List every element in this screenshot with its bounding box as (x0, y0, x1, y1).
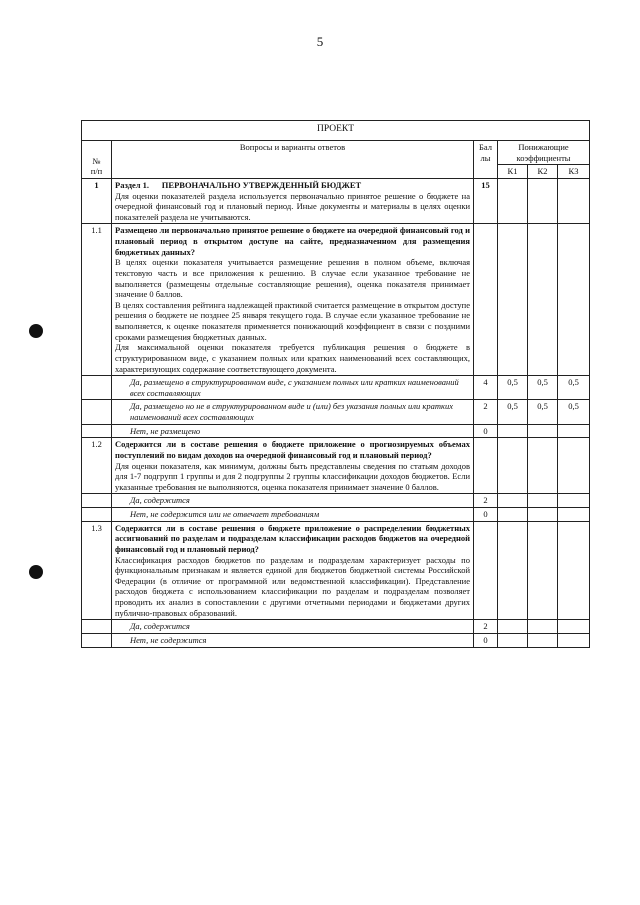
answer-text: Да, размещено в структурированном виде, с указанием полных или кратких наименований всех составляющих (112, 376, 474, 400)
question-title: Содержится ли в составе решения о бюджете приложение о распределении бюджетных ассигнований по разделам и подразделам классификации расходов бюджетов на очередной финансовый год и плановый период? (115, 522, 470, 554)
page-number: 5 (316, 34, 324, 49)
rating-table (81, 120, 590, 648)
answer-k1: 0,5 (498, 376, 528, 400)
answer-points: 0 (474, 508, 498, 522)
answer-text: Нет, не размещено (112, 424, 474, 438)
answer-k3: 0,5 (558, 376, 590, 400)
answer-text: Нет, не содержится (112, 633, 474, 647)
header-k1: К1 (498, 165, 528, 179)
question-text: В целях оценки показателя учитывается размещение решения в полном объеме, включая текстовую часть и все приложения к решению. В случае если указанное требование не выполняется (размещены отдельные составляющие решения), оценка показателя принимает значение 0 баллов. (115, 257, 470, 300)
question-title: Содержится ли в составе решения о бюджете приложение о прогнозируемых объемах поступлений по видам доходов на очередной финансовый год и плановый период? (115, 439, 470, 460)
answer-k1: 0,5 (498, 400, 528, 424)
section-cell (112, 178, 474, 224)
answer-text: Нет, не содержится или не отвечает требованиям (112, 508, 474, 522)
table-row (82, 438, 590, 494)
answer-row (82, 424, 590, 438)
answer-points: 4 (474, 376, 498, 400)
table-banner: ПРОЕКТ (82, 121, 590, 141)
row-num: 1.2 (82, 438, 112, 494)
answer-points: 2 (474, 620, 498, 634)
answer-row (82, 508, 590, 522)
question-cell (112, 438, 474, 494)
answer-row (82, 633, 590, 647)
question-title: Размещено ли первоначально принятое решение о бюджете на очередной финансовый год и плановый период в открытом доступе на сайте, предназначенном для размещения бюджетных данных? (115, 225, 470, 257)
answer-row (82, 620, 590, 634)
row-points: 15 (474, 178, 498, 224)
answer-k3: 0,5 (558, 400, 590, 424)
header-k2: К2 (528, 165, 558, 179)
answer-text: Да, содержится (112, 494, 474, 508)
answer-points: 2 (474, 400, 498, 424)
punch-hole (29, 324, 43, 338)
header-coef-group: Понижающие коэффициенты (498, 141, 590, 165)
table-row (82, 178, 590, 224)
section-text: Для оценки показателей раздела используется первоначально принятое решение о бюджете на очередной финансовый год и плановый период. Иные документы и материалы в целях оценки показателей раздела не учитываются. (115, 190, 470, 222)
answer-row (82, 376, 590, 400)
question-cell (112, 224, 474, 376)
answer-row (82, 400, 590, 424)
header-num: № п/п (82, 141, 112, 179)
question-text: Для максимальной оценки показателя требуется публикация решения о бюджете в структурированном виде, с указанием полных или кратких наименований всех составляющих, характеризующих содержание соответствующего документа. (115, 342, 470, 374)
answer-text: Да, размещено но не в структурированном виде и (или) без указания полных или кратких наименований всех составляющих (112, 400, 474, 424)
answer-k2: 0,5 (528, 376, 558, 400)
answer-k2: 0,5 (528, 400, 558, 424)
row-num: 1 (82, 178, 112, 224)
table-row (82, 224, 590, 376)
punch-hole (29, 565, 43, 579)
question-cell (112, 521, 474, 620)
row-num: 1.3 (82, 521, 112, 620)
row-num: 1.1 (82, 224, 112, 376)
table-row (82, 521, 590, 620)
question-text: В целях составления рейтинга надлежащей практикой считается размещение в открытом доступе решения о бюджете не позднее 25 января текущего года. В случае если указанное требование не выполняется, к оценке показателя применяется понижающий коэффициент в связи с поздними сроками размещения бюджетных данных. (115, 299, 470, 342)
answer-points: 2 (474, 494, 498, 508)
answer-points: 0 (474, 633, 498, 647)
answer-row (82, 494, 590, 508)
header-questions: Вопросы и варианты ответов (112, 141, 474, 179)
answer-text: Да, содержится (112, 620, 474, 634)
question-text: Классификация расходов бюджетов по разделам и подразделам характеризует расходы по функциональным признакам и является единой для бюджетов бюджетной системы Российской Федерации (в отличие от программной или ведомственной классификации). Представление расходов бюджета с использованием классификации по разделам и подразделам позволяет проводить их анализ в сопоставлении с другими отчетными периодами и бюджетами других публично-правовых образований. (115, 554, 470, 618)
answer-points: 0 (474, 424, 498, 438)
question-text: Для оценки показателя, как минимум, должны быть представлены сведения по статьям доходов для 1-7 подгрупп 1 группы и для 2 подгруппы 2 группы классификации доходов бюджетов. Если указанные требования не выполняются, оценка показателя принимает значение 0 баллов. (115, 460, 470, 492)
header-points: Бал лы (474, 141, 498, 179)
section-title: Раздел 1. ПЕРВОНАЧАЛЬНО УТВЕРЖДЕННЫЙ БЮДЖЕТ (115, 179, 362, 190)
header-k3: К3 (558, 165, 590, 179)
